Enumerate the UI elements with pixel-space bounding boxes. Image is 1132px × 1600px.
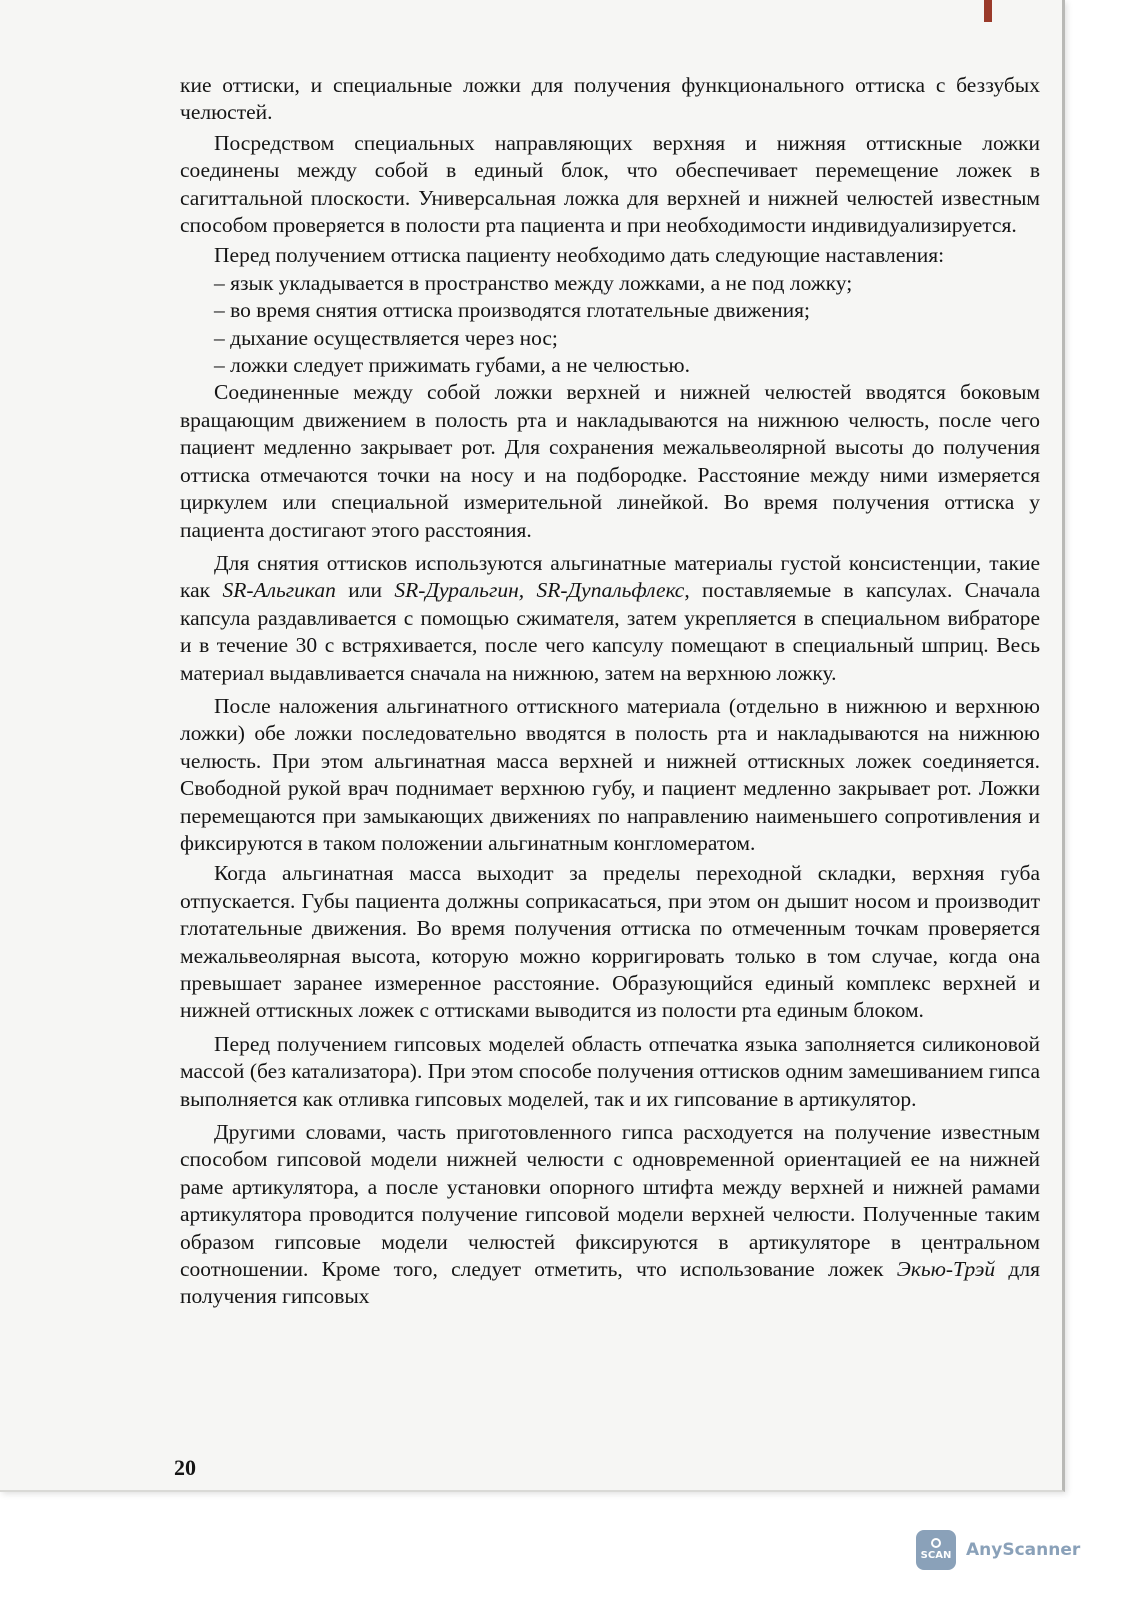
instruction-item: – во время снятия оттиска производятся глотательные движения;: [214, 298, 810, 323]
instruction-item: – ложки следует прижимать губами, а не челюстью.: [214, 353, 690, 378]
paragraph-6: Когда альгинатная масса выходит за пределы переходной складки, верхняя губа отпускается. Губы пациента должны соприкасаться, при этом он дышит носом и производит глотательные движения. Во время получения оттиска по отмеченным точкам проверяется межальвеолярная высота, которую можно корригировать только в том случае, когда она превышает заранее измеренное расстояние. Образующийся единый комплекс верхней и нижней оттискных ложек с оттисками выводится из полости рта единым блоком.: [180, 861, 1040, 1023]
paragraph-4: [180, 550, 1040, 687]
paragraph-5: После наложения альгинатного оттискного материала (отдельно в нижнюю и верхнюю ложки) обе ложки последовательно вводятся в полость рта и накладываются на нижнюю челюсть. При этом альгинатная масса верхней и нижней оттискных ложек соединяется. Свободной рукой врач поднимает верхнюю губу, и пациент медленно закрывает рот. Ложки перемещаются при замыкающих движениях по направлению наименьшего сопротивления и фиксируются в таком положении альгинатным конгломератом.: [180, 693, 1040, 855]
scanner-watermark: [916, 1530, 1080, 1570]
scanner-watermark-text: AnyScanner: [966, 1540, 1081, 1560]
page-number: 20: [174, 1455, 196, 1480]
instructions-intro: Перед получением оттиска пациенту необходимо дать следующие наставления:: [214, 243, 945, 268]
product-name-aqu-tray: Экью-Трэй: [896, 1257, 996, 1282]
paragraph-8-text-b: для получения гипсовых: [180, 1257, 1040, 1309]
product-names-duralgin-dupalflex: SR-Дуральгин, SR-Дупальфлекс: [394, 578, 685, 603]
instruction-item: – язык укладывается в пространство между ложками, а не под ложку;: [214, 270, 853, 295]
paragraph-8: [180, 1119, 1040, 1311]
product-name-algikap: SR-Альгикап: [222, 578, 336, 603]
paragraph-4-text-b: или: [335, 578, 395, 603]
paragraph-7: Перед получением гипсовых моделей область отпечатка языка заполняется силиконовой массой (без катализатора). При этом способе получения оттисков одним замешиванием гипса выполняется как отливка гипсовых моделей, так и их гипсование в артикулятор.: [180, 1031, 1040, 1111]
paragraph-4-text-c: , поставляемые в капсулах. Сначала капсула раздавливается с помощью сжимателя, затем укрепляется в специальном вибраторе и в течение 30 с встряхивается, после чего капсулу помещают в специальный шприц. Весь материал выдавливается сначала на нижнюю, затем на верхнюю ложку.: [180, 578, 1041, 685]
scanner-logo-icon: [916, 1530, 956, 1570]
paragraph-3: Соединенные между собой ложки верхней и нижней челюстей вводятся боковым вращающим движением в полость рта и накладываются на нижнюю челюсть, после чего пациент медленно закрывает рот. Для сохранения межальвеолярной высоты до получения оттиска отмечаются точки на носу и на подбородке. Расстояние между ними измеряется циркулем или специальной измерительной линейкой. Во время получения оттиска у пациента достигают этого расстояния.: [180, 380, 1040, 542]
body-text: [180, 72, 1040, 1314]
paragraph-1: кие оттиски, и специальные ложки для получения функционального оттиска с беззубых челюстей.: [180, 73, 1040, 125]
lens-icon: [931, 1538, 941, 1548]
scanner-logo-label: SCAN: [920, 1550, 952, 1561]
page-edge-mark: [984, 0, 992, 22]
paragraph-2: Посредством специальных направляющих верхняя и нижняя оттискные ложки соединены между собой в единый блок, что обеспечивает перемещение ложек в сагиттальной плоскости. Универсальная ложка для верхней и нижней челюстей известным способом проверяется в полости рта пациента и при необходимости индивидуализируется.: [180, 130, 1040, 238]
paragraph-8-text-a: Другими словами, часть приготовленного гипса расходуется на получение известным способом гипсовой модели нижней челюсти с одновременной ориентацией ее на нижней раме артикулятора, а после установки опорного штифта между верхней и нижней рамами артикулятора проводится получение гипсовой модели верхней челюсти. Полученные таким образом гипсовые модели челюстей фиксируются в артикуляторе в центральном соотношении. Кроме того, следует отметить, что использование ложек: [180, 1120, 1040, 1282]
instruction-item: – дыхание осуществляется через нос;: [214, 325, 558, 350]
paragraph-4-text-a: Для снятия оттисков используются альгинатные материалы густой консистенции, такие как: [180, 550, 1040, 603]
